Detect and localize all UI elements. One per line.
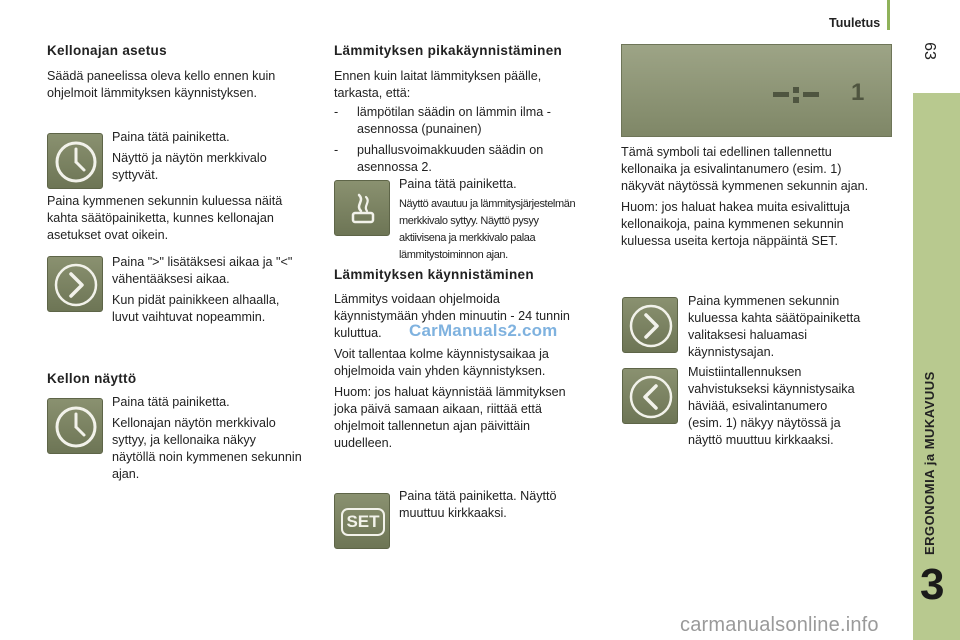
clock-display-desc: Paina tätä painiketta. Kellonajan näytön merkkivalo syttyy, ja kellonaika näkyy näytöllä noin kymmenen sekunnin ajan. bbox=[112, 395, 302, 481]
page-number: 63 bbox=[920, 42, 938, 60]
chevron-right-icon bbox=[623, 298, 679, 354]
heating-button-desc: Paina tätä painiketta. Näyttö avautuu ja lämmitysjärjestelmän merkkivalo syttyy. Näyttö pysyy aktiivisena ja merkkivalo palaa lämmitystoiminnon ajan. bbox=[399, 177, 576, 261]
set-button bbox=[334, 493, 390, 549]
running-head: Tuuletus bbox=[829, 16, 881, 30]
display-panel bbox=[621, 44, 892, 137]
clock-setting-intro: Säädä paneelissa oleva kello ennen kuin ohjelmoit lämmityksen käynnistyksen. bbox=[47, 69, 276, 100]
quick-heating-intro: Ennen kuin laitat lämmityksen päälle, tarkasta, että: bbox=[334, 69, 542, 100]
clock-button bbox=[47, 133, 103, 189]
chevron-left-icon bbox=[623, 369, 679, 425]
heating-button bbox=[334, 180, 390, 236]
watermark-link[interactable]: CarManuals2.com bbox=[409, 321, 558, 340]
footer-watermark[interactable]: carmanualsonline.info bbox=[680, 614, 879, 636]
clock-button-2 bbox=[47, 398, 103, 454]
display-desc: Tämä symboli tai edellinen tallennettu kellonaika ja esivalintanumero (esim. 1) näkyvät näytössä kymmenen sekunnin ajan. Huom: jos haluat hakea muita esivalittuja kellonaikoja, paina kymmenen sekunnin kuluessa useita kertoja näppäintä SET. bbox=[621, 145, 869, 248]
set-label: SET bbox=[346, 512, 380, 531]
list-item: - lämpötilan säädin on lämmin ilma - asennossa (punainen) bbox=[334, 105, 551, 136]
left-button-desc: Muistiintallennuksen vahvistukseksi käynnistysaika häviää, esivalintanumero (esim. 1) näkyy näytössä ja näyttö muuttuu kirkkaaksi. bbox=[688, 365, 855, 447]
heading-heating-start: Lämmityksen käynnistäminen bbox=[334, 267, 534, 282]
right-button-desc: Paina kymmenen sekunnin kuluessa kahta säätöpainiketta valitaksesi haluamasi käynnistysajan. bbox=[688, 294, 861, 359]
heading-clock-setting: Kellonajan asetus bbox=[47, 43, 167, 58]
clock-icon bbox=[48, 134, 104, 190]
set-button-desc: Paina tätä painiketta. Näyttö muuttuu kirkkaaksi. bbox=[399, 489, 557, 520]
checklist bbox=[334, 104, 584, 176]
heading-clock-display: Kellon näyttö bbox=[47, 371, 137, 386]
clock-icon bbox=[48, 399, 104, 455]
clock-button-desc: Paina tätä painiketta. Näyttö ja näytön merkkivalo syttyvät. bbox=[112, 130, 267, 182]
chevron-right-icon bbox=[48, 257, 104, 313]
arrow-right-button bbox=[47, 256, 103, 312]
chapter-sidebar bbox=[913, 93, 960, 640]
heater-icon bbox=[335, 181, 391, 237]
chapter-number: 3 bbox=[920, 560, 945, 609]
adjust-instructions: Paina kymmenen sekunnin kuluessa näitä kahta säätöpainiketta, kunnes kellonajan asetukset ovat oikein. bbox=[47, 194, 283, 242]
section-title: ERGONOMIA ja MUKAVUUS bbox=[922, 371, 937, 555]
header-accent-line bbox=[887, 0, 890, 30]
arrow-right-button-2 bbox=[622, 297, 678, 353]
arrow-left-button bbox=[622, 368, 678, 424]
list-item: - puhallusvoimakkuuden säädin on asennossa 2. bbox=[334, 143, 544, 174]
display-digit: 1 bbox=[851, 79, 865, 106]
arrow-button-desc: Paina ">" lisätäksesi aikaa ja "<" vähentääksesi aikaa. Kun pidät painikkeen alhaalla, luvut vaihtuvat nopeammin. bbox=[112, 255, 293, 324]
heating-start-text: Lämmitys voidaan ohjelmoida käynnistymään yhden minuutin - 24 tunnin kuluttua. Voit tallentaa kolme käynnistysaikaa ja ohjelmoida vain yhden käynnistyksen. Huom: jos haluat käynnistää lämmityksen joka päivä samaan aikaan, riittää että ohjelmoit tallennetun ajan päivittäin uudelleen. bbox=[334, 292, 570, 450]
heading-quick-heating: Lämmityksen pikakäynnistäminen bbox=[334, 43, 563, 58]
